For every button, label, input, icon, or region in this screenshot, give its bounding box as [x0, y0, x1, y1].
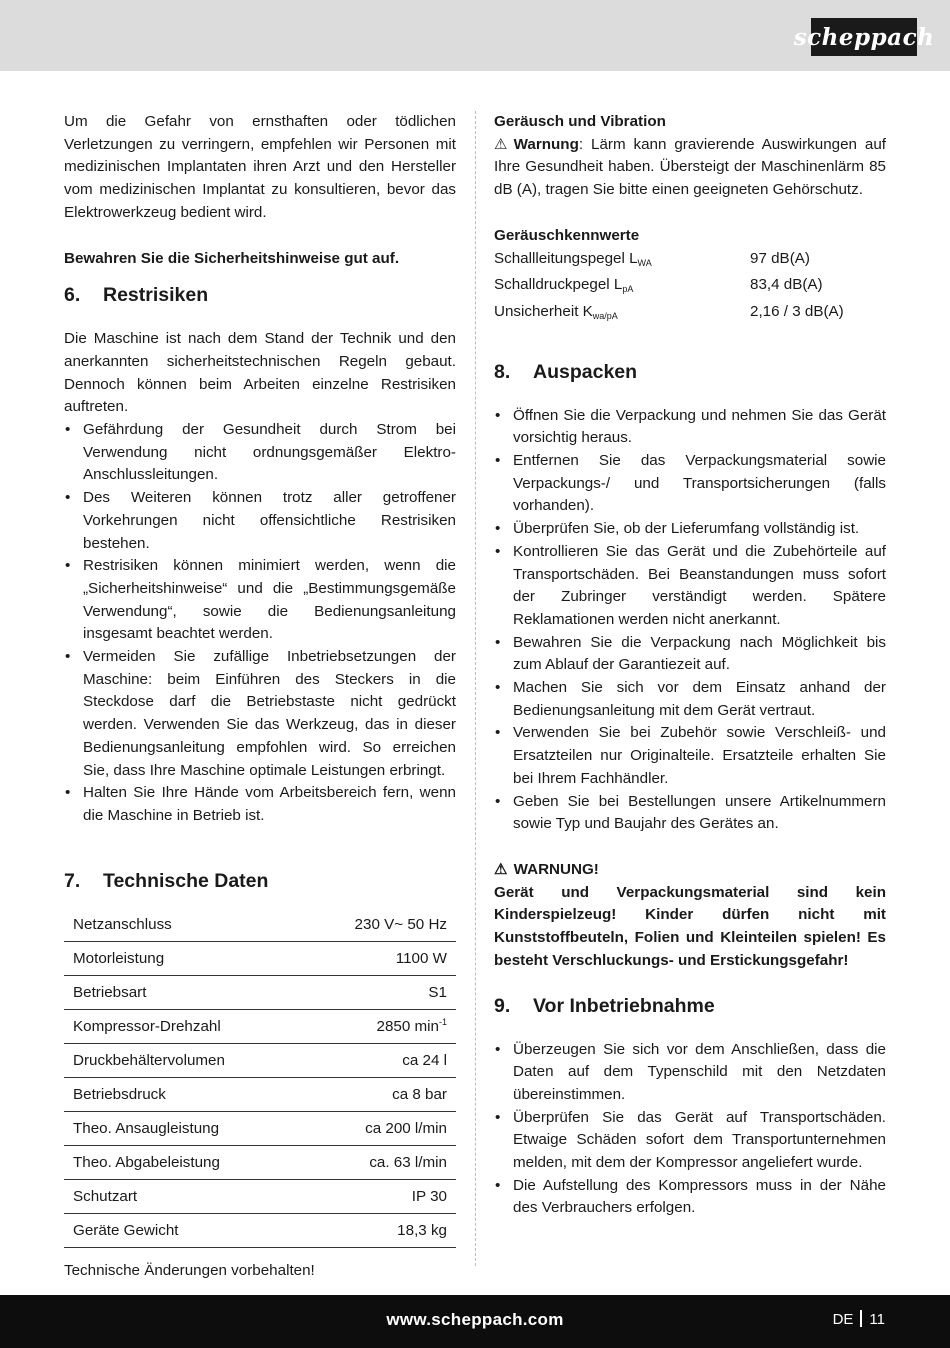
table-row — [64, 975, 456, 1009]
list-item: • Die Aufstellung des Kompressors muss in der Nähe des Verbrauchers erfolgen. — [494, 1175, 886, 1220]
noise-key-text: Unsicherheit K — [494, 302, 593, 320]
noise-title: Geräusch und Vibration — [494, 113, 666, 130]
noise-values-title: Geräuschkennwerte — [494, 226, 640, 244]
noise-value: 83,4 dB(A) — [750, 276, 823, 294]
noise-value: 97 dB(A) — [750, 249, 810, 267]
list-item: • Des Weiteren können trotz aller getroffener Vorkehrungen nicht offensichtliche Restrisiken bestehen. — [64, 487, 456, 555]
page-separator — [860, 1310, 862, 1327]
section-7-title: Technische Daten — [103, 869, 269, 892]
noise-key-sub: WA — [637, 257, 652, 268]
footer-bar — [0, 1295, 950, 1348]
section-6-list — [64, 419, 456, 828]
table-row — [64, 1213, 456, 1247]
noise-value-key — [494, 301, 750, 328]
noise-value-row — [494, 301, 886, 328]
section-9-heading — [494, 993, 886, 1019]
table-value-text: 2850 min — [376, 1017, 439, 1035]
right-column — [494, 111, 886, 1220]
table-value-sup: -1 — [438, 1016, 447, 1027]
table-key: Druckbehältervolumen — [64, 1043, 302, 1077]
list-item: • Entfernen Sie das Verpackungsmaterial sowie Verpackungs-/ und Transportsicherungen (falls vorhanden). — [494, 450, 886, 518]
noise-value-row — [494, 248, 886, 275]
list-item: • Bewahren Sie die Verpackung nach Möglichkeit bis zum Ablauf der Garantiezeit auf. — [494, 632, 886, 677]
list-item: • Vermeiden Sie zufällige Inbetriebsetzungen der Maschine: beim Einführen des Steckers in die Steckdose darf die Betriebstaste nicht gedrückt werden. Verwenden Sie das Werkzeug, das in dieser Bedienungsanleitung empfohlen wird. So erreichen Sie, dass Ihre Maschine optimale Leistungen erbringt. — [64, 646, 456, 782]
intro-paragraph: Um die Gefahr von ernsthaften oder tödlichen Verletzungen zu verringern, empfehlen wir Personen mit medizinischen Implantaten ihren Arzt und den Hersteller vom medizinischen Implantat zu konsultieren, bevor das Elektrowerkzeug bedient wird. — [64, 113, 456, 221]
list-item: • Geben Sie bei Bestellungen unsere Artikelnummern sowie Typ und Baujahr des Gerätes an. — [494, 791, 886, 836]
noise-warning-text: : Lärm kann gravierende Auswirkungen auf Ihre Gesundheit haben. Übersteigt der Maschinenlärm 85 dB (A), tragen Sie bitte einen geeigneten Gehörschutz. — [494, 135, 886, 199]
table-key: Geräte Gewicht — [64, 1213, 302, 1247]
section-9-title: Vor Inbetriebnahme — [533, 994, 715, 1017]
unpack-warning-title-text: WARNUNG! — [513, 860, 599, 878]
table-row — [64, 1077, 456, 1111]
list-item: • Überprüfen Sie, ob der Lieferumfang vollständig ist. — [494, 518, 886, 541]
list-item: • Halten Sie Ihre Hände vom Arbeitsbereich fern, wenn die Maschine in Betrieb ist. — [64, 782, 456, 827]
technical-note: Technische Änderungen vorbehalten! — [64, 1261, 315, 1279]
section-6-number: 6. — [64, 284, 81, 307]
noise-key-text: Schallleitungspegel L — [494, 249, 638, 267]
table-value — [302, 1009, 456, 1043]
technical-data-table — [64, 908, 456, 1248]
table-key: Theo. Ansaugleistung — [64, 1111, 302, 1145]
section-6-paragraph: Die Maschine ist nach dem Stand der Technik und den anerkannten sicherheitstechnischen Regeln gebaut. Dennoch können beim Arbeiten einzelne Restrisiken auftreten. — [64, 330, 456, 416]
table-row — [64, 908, 456, 942]
table-key: Netzanschluss — [64, 908, 302, 942]
header-bar — [0, 0, 950, 71]
noise-value-row — [494, 274, 886, 301]
table-value: ca. 63 l/min — [302, 1145, 456, 1179]
table-value: ca 8 bar — [302, 1077, 456, 1111]
table-key: Theo. Abgabeleistung — [64, 1145, 302, 1179]
unpack-warning-title — [494, 859, 886, 882]
table-value: 1100 W — [302, 941, 456, 975]
page-number-value: 11 — [869, 1311, 885, 1328]
list-item: • Verwenden Sie bei Zubehör sowie Verschleiß- und Ersatzteilen nur Originalteile. Ersatzteile erhalten Sie bei Ihrem Fachhändler. — [494, 722, 886, 790]
section-6-title: Restrisiken — [103, 284, 209, 307]
section-8-title: Auspacken — [533, 360, 638, 383]
section-8-number: 8. — [494, 360, 511, 383]
table-key: Betriebsart — [64, 975, 302, 1009]
table-key: Kompressor-Drehzahl — [64, 1009, 302, 1043]
noise-key-sub: wa/pA — [592, 310, 618, 321]
table-key: Betriebsdruck — [64, 1077, 302, 1111]
section-7-number: 7. — [64, 869, 81, 892]
table-row — [64, 1145, 456, 1179]
table-value: S1 — [302, 975, 456, 1009]
table-value: 18,3 kg — [302, 1213, 456, 1247]
noise-warning-label: Warnung — [513, 135, 579, 153]
list-item: • Kontrollieren Sie das Gerät und die Zubehörteile auf Transportschäden. Bei Beanstandungen muss sofort der Zubringer verständigt werden. Spätere Reklamationen werden nicht anerkannt. — [494, 541, 886, 632]
table-row — [64, 1009, 456, 1043]
noise-value-key — [494, 248, 750, 275]
language-code: DE — [832, 1311, 854, 1328]
keep-note: Bewahren Sie die Sicherheitshinweise gut auf. — [64, 249, 400, 267]
table-row — [64, 1111, 456, 1145]
table-row — [64, 1179, 456, 1213]
section-8-heading — [494, 359, 886, 385]
section-7-heading — [64, 868, 456, 894]
left-column — [64, 111, 456, 1282]
noise-key-text: Schalldruckpegel L — [494, 276, 623, 294]
noise-value-key — [494, 274, 750, 301]
noise-value: 2,16 / 3 dB(A) — [750, 302, 844, 320]
section-6-heading — [64, 282, 456, 308]
list-item: • Öffnen Sie die Verpackung und nehmen Sie das Gerät vorsichtig heraus. — [494, 405, 886, 450]
table-key: Motorleistung — [64, 941, 302, 975]
list-item: • Gefährdung der Gesundheit durch Strom bei Verwendung nicht ordnungsgemäßer Elektro-Anschlussleitungen. — [64, 419, 456, 487]
table-value: IP 30 — [302, 1179, 456, 1213]
noise-warning — [494, 134, 886, 202]
table-key: Schutzart — [64, 1179, 302, 1213]
table-row — [64, 941, 456, 975]
footer-url[interactable]: www.scheppach.com — [386, 1310, 564, 1329]
list-item: • Überprüfen Sie das Gerät auf Transportschäden. Etwaige Schäden sofort dem Transportunternehmen melden, mit dem der Kompressor angeliefert wurde. — [494, 1107, 886, 1175]
table-value: ca 24 l — [302, 1043, 456, 1077]
section-9-number: 9. — [494, 994, 511, 1017]
list-item: • Machen Sie sich vor dem Einsatz anhand der Bedienungsanleitung mit dem Gerät vertraut. — [494, 677, 886, 722]
brand-logo-text: scheppach — [793, 23, 935, 51]
warning-triangle-icon: ⚠ — [494, 860, 508, 878]
section-8-list — [494, 405, 886, 836]
table-row — [64, 1043, 456, 1077]
list-item: • Restrisiken können minimiert werden, wenn die „Sicherheitshinweise“ und die „Bestimmungsgemäße Verwendung“, sowie die Bedienungsanleitung insgesamt beachtet werden. — [64, 555, 456, 646]
column-divider — [475, 111, 476, 1266]
noise-key-sub: pA — [622, 284, 634, 295]
table-value: ca 200 l/min — [302, 1111, 456, 1145]
page-number — [833, 1310, 885, 1328]
table-value: 230 V~ 50 Hz — [302, 908, 456, 942]
brand-logo — [793, 18, 935, 56]
list-item: • Überzeugen Sie sich vor dem Anschließen, dass die Daten auf dem Typenschild mit den Netzdaten übereinstimmen. — [494, 1039, 886, 1107]
warning-triangle-icon: ⚠ — [494, 135, 508, 153]
unpack-warning-text: Gerät und Verpackungsmaterial sind kein Kinderspielzeug! Kinder dürfen nicht mit Kunststoffbeuteln, Folien und Kleinteilen spielen! Es besteht Verschluckungs- und Erstickungsgefahr! — [494, 883, 886, 969]
section-9-list — [494, 1039, 886, 1221]
